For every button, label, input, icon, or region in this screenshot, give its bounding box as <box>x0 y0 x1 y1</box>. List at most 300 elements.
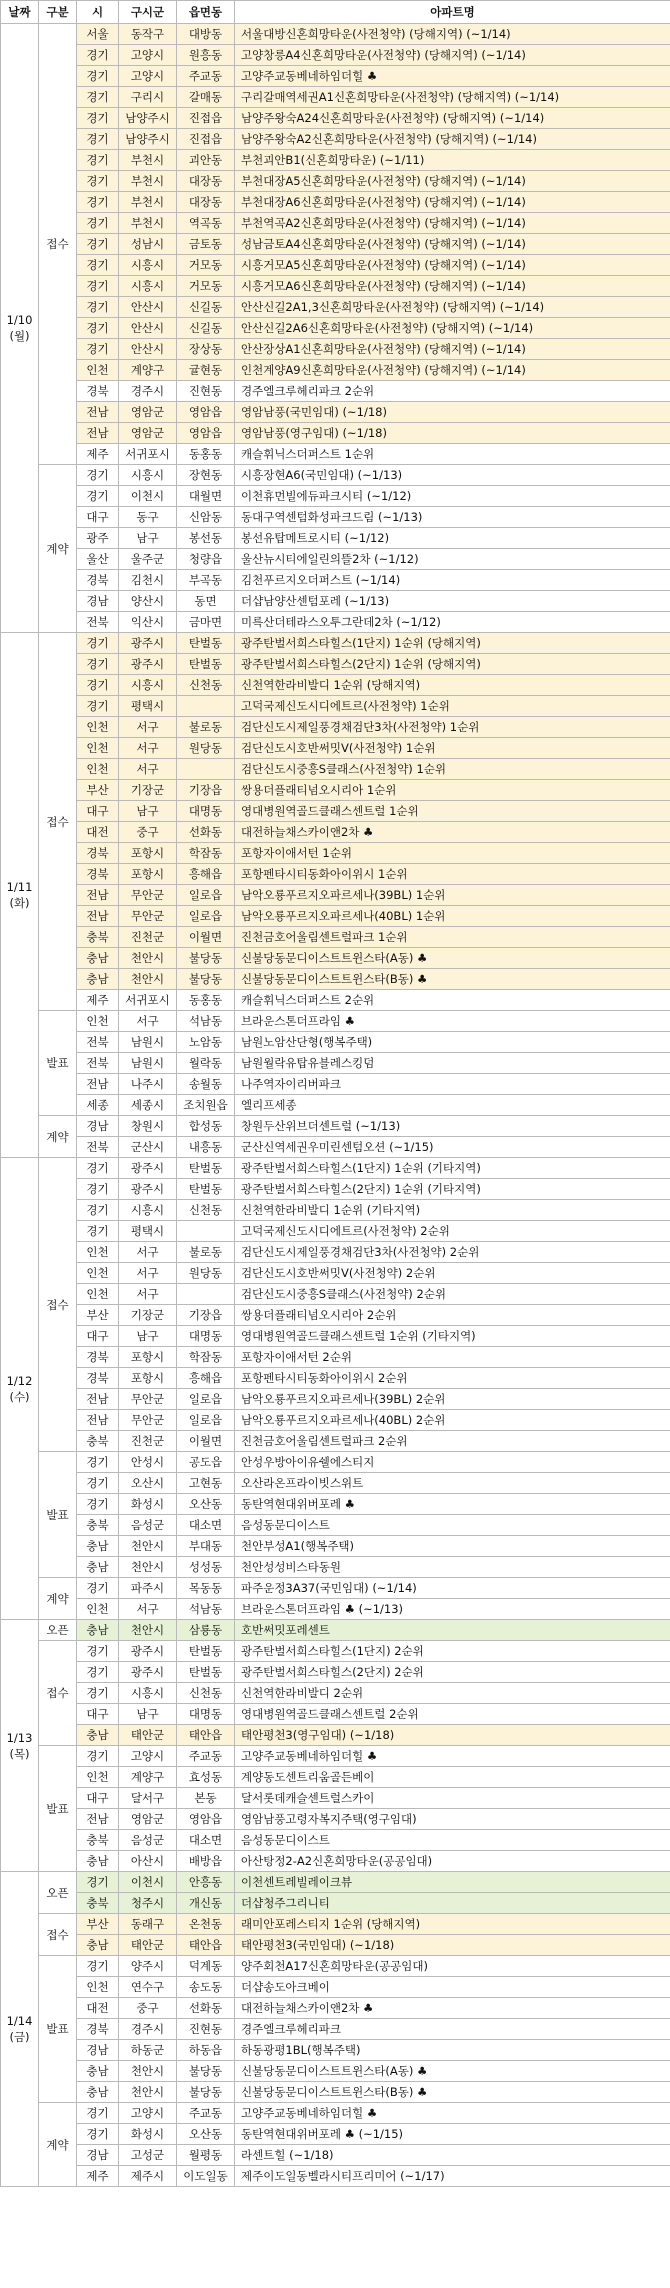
table-row <box>1 1179 670 1200</box>
si-cell: 울산 <box>77 549 119 570</box>
dong-cell: 부대동 <box>177 1536 235 1557</box>
apartment-cell: 경주엘크루헤리파크 <box>235 2019 670 2040</box>
type-cell: 계약 <box>39 1116 77 1158</box>
si-cell: 경기 <box>77 654 119 675</box>
table-row <box>1 675 670 696</box>
gu-cell: 포항시 <box>119 1368 177 1389</box>
gu-cell: 남구 <box>119 1704 177 1725</box>
table-row <box>1 1410 670 1431</box>
si-cell: 전남 <box>77 423 119 444</box>
apartment-cell: 고양주교동베네하임더힐 ♣ <box>235 2103 670 2124</box>
dong-cell: 탄벌동 <box>177 1662 235 1683</box>
apartment-cell: 안산신길2A1,3신혼희망타운(사전청약) (당해지역) (~1/14) <box>235 297 670 318</box>
dong-cell: 신암동 <box>177 507 235 528</box>
dong-cell: 송도동 <box>177 1977 235 1998</box>
dong-cell: 대소면 <box>177 1515 235 1536</box>
apartment-cell: 검단신도시제일풍경채검단3차(사전청약) 1순위 <box>235 717 670 738</box>
dong-cell: 대장동 <box>177 171 235 192</box>
si-cell: 대구 <box>77 801 119 822</box>
si-cell: 경기 <box>77 339 119 360</box>
table-row <box>1 654 670 675</box>
si-cell: 인천 <box>77 1011 119 1032</box>
apartment-cell: 부천대장A6신혼희망타운(사전청약) (당해지역) (~1/14) <box>235 192 670 213</box>
si-cell: 충남 <box>77 1725 119 1746</box>
apartment-cell: 음성동문디이스트 <box>235 1830 670 1851</box>
gu-cell: 음성군 <box>119 1830 177 1851</box>
gu-cell: 서구 <box>119 738 177 759</box>
table-row <box>1 1242 670 1263</box>
gu-cell: 계양구 <box>119 1767 177 1788</box>
dong-cell <box>177 759 235 780</box>
type-cell: 접수 <box>39 1641 77 1746</box>
table-row <box>1 2145 670 2166</box>
apartment-cell: 영대병원역골드클래스센트럴 1순위 (기타지역) <box>235 1326 670 1347</box>
apartment-cell: 캐슬휘닉스더퍼스트 1순위 <box>235 444 670 465</box>
si-cell: 대구 <box>77 1788 119 1809</box>
table-row <box>1 66 670 87</box>
si-cell: 경기 <box>77 1179 119 1200</box>
dong-cell: 진현동 <box>177 2019 235 2040</box>
gu-cell: 영암군 <box>119 1809 177 1830</box>
dong-cell: 불당동 <box>177 2061 235 2082</box>
si-cell: 경기 <box>77 2103 119 2124</box>
gu-cell: 서구 <box>119 1011 177 1032</box>
apartment-cell: 이천휴먼빌에듀파크시티 (~1/12) <box>235 486 670 507</box>
table-row <box>1 318 670 339</box>
apartment-cell: 태안평천3(영구임대) (~1/18) <box>235 1725 670 1746</box>
dong-cell: 대명동 <box>177 801 235 822</box>
table-row <box>1 801 670 822</box>
table-row <box>1 1053 670 1074</box>
header-si: 시 <box>77 1 119 24</box>
si-cell: 충북 <box>77 1515 119 1536</box>
apartment-cell: 부천역곡A2신혼희망타운(사전청약) (당해지역) (~1/14) <box>235 213 670 234</box>
dong-cell: 배방읍 <box>177 1851 235 1872</box>
si-cell: 경북 <box>77 2019 119 2040</box>
table-row <box>1 1557 670 1578</box>
table-row <box>1 255 670 276</box>
apartment-cell: 남악오룡푸르지오파르세나(40BL) 1순위 <box>235 906 670 927</box>
gu-cell: 동구 <box>119 507 177 528</box>
dong-cell: 역곡동 <box>177 213 235 234</box>
apartment-cell: 브라운스톤더프라임 ♣ <box>235 1011 670 1032</box>
si-cell: 경기 <box>77 108 119 129</box>
dong-cell: 대명동 <box>177 1326 235 1347</box>
gu-cell: 영암군 <box>119 423 177 444</box>
dong-cell: 진현동 <box>177 381 235 402</box>
table-row <box>1 108 670 129</box>
gu-cell: 경주시 <box>119 2019 177 2040</box>
gu-cell: 무안군 <box>119 1389 177 1410</box>
table-row <box>1 549 670 570</box>
gu-cell: 영암군 <box>119 402 177 423</box>
table-row <box>1 1683 670 1704</box>
apartment-cell: 창원두산위브더센트럴 (~1/13) <box>235 1116 670 1137</box>
si-cell: 경기 <box>77 1683 119 1704</box>
gu-cell: 고양시 <box>119 2103 177 2124</box>
dong-cell: 갈매동 <box>177 87 235 108</box>
gu-cell: 아산시 <box>119 1851 177 1872</box>
date-cell: 1/12 (수) <box>1 1158 39 1620</box>
apartment-cell: 봉선유탑메트로시티 (~1/12) <box>235 528 670 549</box>
si-cell: 충남 <box>77 948 119 969</box>
header-dong: 읍면동 <box>177 1 235 24</box>
gu-cell: 평택시 <box>119 696 177 717</box>
gu-cell: 천안시 <box>119 948 177 969</box>
type-cell: 계약 <box>39 2103 77 2187</box>
type-cell: 발표 <box>39 1011 77 1116</box>
date-cell: 1/14 (금) <box>1 1872 39 2187</box>
dong-cell: 일로읍 <box>177 906 235 927</box>
gu-cell: 이천시 <box>119 486 177 507</box>
si-cell: 충북 <box>77 1830 119 1851</box>
apartment-cell: 서울대방신혼희망타운(사전청약) (당해지역) (~1/14) <box>235 24 670 45</box>
dong-cell: 신길동 <box>177 318 235 339</box>
si-cell: 경북 <box>77 1347 119 1368</box>
gu-cell: 진천군 <box>119 927 177 948</box>
table-row <box>1 24 670 45</box>
gu-cell: 서구 <box>119 717 177 738</box>
dong-cell: 귤현동 <box>177 360 235 381</box>
gu-cell: 천안시 <box>119 2082 177 2103</box>
si-cell: 경남 <box>77 2040 119 2061</box>
si-cell: 대구 <box>77 1326 119 1347</box>
si-cell: 경기 <box>77 150 119 171</box>
apartment-cell: 남양주왕숙A2신혼희망타운(사전청약) (당해지역) (~1/14) <box>235 129 670 150</box>
gu-cell: 서구 <box>119 1284 177 1305</box>
table-row <box>1 339 670 360</box>
table-row <box>1 1893 670 1914</box>
gu-cell: 남원시 <box>119 1053 177 1074</box>
gu-cell: 서구 <box>119 1242 177 1263</box>
si-cell: 인천 <box>77 717 119 738</box>
si-cell: 전남 <box>77 1074 119 1095</box>
gu-cell: 중구 <box>119 822 177 843</box>
table-row <box>1 1809 670 1830</box>
si-cell: 경북 <box>77 843 119 864</box>
dong-cell: 성성동 <box>177 1557 235 1578</box>
table-row <box>1 738 670 759</box>
gu-cell: 안산시 <box>119 339 177 360</box>
dong-cell: 진접읍 <box>177 108 235 129</box>
type-cell: 접수 <box>39 633 77 1011</box>
dong-cell: 월락동 <box>177 1053 235 1074</box>
table-row <box>1 213 670 234</box>
dong-cell: 탄벌동 <box>177 633 235 654</box>
table-row <box>1 1998 670 2019</box>
table-row <box>1 1263 670 1284</box>
dong-cell: 오산동 <box>177 2124 235 2145</box>
dong-cell: 기장읍 <box>177 780 235 801</box>
table-row <box>1 360 670 381</box>
apartment-cell: 이천센트레빌레이크뷰 <box>235 1872 670 1893</box>
si-cell: 대전 <box>77 822 119 843</box>
dong-cell: 노암동 <box>177 1032 235 1053</box>
apartment-cell: 천안부성A1(행복주택) <box>235 1536 670 1557</box>
apartment-cell: 영암남풍(국민임대) (~1/18) <box>235 402 670 423</box>
si-cell: 충북 <box>77 927 119 948</box>
si-cell: 경기 <box>77 1158 119 1179</box>
si-cell: 충북 <box>77 1893 119 1914</box>
si-cell: 경기 <box>77 1473 119 1494</box>
si-cell: 경기 <box>77 1221 119 1242</box>
table-row <box>1 1872 670 1893</box>
table-row <box>1 1452 670 1473</box>
apartment-cell: 신불당동문디이스트트윈스타(A동) ♣ <box>235 948 670 969</box>
gu-cell: 무안군 <box>119 885 177 906</box>
dong-cell: 조치원읍 <box>177 1095 235 1116</box>
dong-cell: 탄벌동 <box>177 1158 235 1179</box>
gu-cell: 계양구 <box>119 360 177 381</box>
gu-cell: 양산시 <box>119 591 177 612</box>
si-cell: 경기 <box>77 1200 119 1221</box>
gu-cell: 광주시 <box>119 1158 177 1179</box>
apartment-cell: 남악오룡푸르지오파르세나(39BL) 2순위 <box>235 1389 670 1410</box>
gu-cell: 시흥시 <box>119 465 177 486</box>
dong-cell <box>177 1284 235 1305</box>
si-cell: 전북 <box>77 1053 119 1074</box>
dong-cell: 금마면 <box>177 612 235 633</box>
dong-cell: 안흥동 <box>177 1872 235 1893</box>
apartment-cell: 쌍용더플래티넘오시리아 1순위 <box>235 780 670 801</box>
apartment-cell: 오산라온프라이빗스위트 <box>235 1473 670 1494</box>
dong-cell: 탄벌동 <box>177 1641 235 1662</box>
si-cell: 인천 <box>77 1284 119 1305</box>
apartment-cell: 캐슬휘닉스더퍼스트 2순위 <box>235 990 670 1011</box>
header-gu: 구시군 <box>119 1 177 24</box>
si-cell: 전남 <box>77 1809 119 1830</box>
apartment-cell: 대전하늘채스카이앤2차 ♣ <box>235 1998 670 2019</box>
table-row <box>1 612 670 633</box>
date-cell: 1/13 (목) <box>1 1620 39 1872</box>
si-cell: 부산 <box>77 1305 119 1326</box>
table-row <box>1 1935 670 1956</box>
apartment-cell: 고덕국제신도시디에트르(사전청약) 1순위 <box>235 696 670 717</box>
si-cell: 경남 <box>77 2145 119 2166</box>
table-row <box>1 1746 670 1767</box>
table-row <box>1 1578 670 1599</box>
apartment-cell: 김천푸르지오더퍼스트 (~1/14) <box>235 570 670 591</box>
table-row <box>1 2040 670 2061</box>
date-cell: 1/11 (화) <box>1 633 39 1158</box>
apartment-cell: 파주운정3A37(국민임대) (~1/14) <box>235 1578 670 1599</box>
dong-cell: 선화동 <box>177 822 235 843</box>
si-cell: 충남 <box>77 2082 119 2103</box>
gu-cell: 포항시 <box>119 843 177 864</box>
apartment-cell: 신불당동문디이스트트윈스타(A동) ♣ <box>235 2061 670 2082</box>
gu-cell: 청주시 <box>119 1893 177 1914</box>
table-row <box>1 1389 670 1410</box>
gu-cell: 연수구 <box>119 1977 177 1998</box>
table-row <box>1 381 670 402</box>
si-cell: 경기 <box>77 45 119 66</box>
apartment-cell: 안산장상A1신혼희망타운(사전청약) (당해지역) (~1/14) <box>235 339 670 360</box>
si-cell: 경기 <box>77 486 119 507</box>
type-cell: 오픈 <box>39 1872 77 1914</box>
apartment-cell: 신천역한라비발디 1순위 (당해지역) <box>235 675 670 696</box>
gu-cell: 서구 <box>119 1599 177 1620</box>
si-cell: 충남 <box>77 1536 119 1557</box>
apartment-cell: 포항펜타시티동화아이위시 2순위 <box>235 1368 670 1389</box>
table-row <box>1 402 670 423</box>
si-cell: 제주 <box>77 444 119 465</box>
dong-cell: 불로동 <box>177 717 235 738</box>
table-row <box>1 276 670 297</box>
si-cell: 인천 <box>77 1242 119 1263</box>
si-cell: 경기 <box>77 87 119 108</box>
gu-cell: 서귀포시 <box>119 444 177 465</box>
table-row <box>1 486 670 507</box>
apartment-cell: 인천계양A9신혼희망타운(사전청약) (당해지역) (~1/14) <box>235 360 670 381</box>
gu-cell: 창원시 <box>119 1116 177 1137</box>
gu-cell: 달서구 <box>119 1788 177 1809</box>
apartment-cell: 신불당동문디이스트트윈스타(B동) ♣ <box>235 2082 670 2103</box>
si-cell: 경기 <box>77 234 119 255</box>
dong-cell: 장현동 <box>177 465 235 486</box>
gu-cell: 오산시 <box>119 1473 177 1494</box>
dong-cell: 덕계동 <box>177 1956 235 1977</box>
apartment-cell: 래미안포레스티지 1순위 (당해지역) <box>235 1914 670 1935</box>
apartment-cell: 제주이도일동벨라시티프리미어 (~1/17) <box>235 2166 670 2187</box>
gu-cell: 안산시 <box>119 318 177 339</box>
si-cell: 부산 <box>77 780 119 801</box>
apartment-cell: 경주엘크루헤리파크 2순위 <box>235 381 670 402</box>
gu-cell: 남구 <box>119 1326 177 1347</box>
apartment-cell: 포항자이애서턴 1순위 <box>235 843 670 864</box>
gu-cell: 동작구 <box>119 24 177 45</box>
gu-cell: 양주시 <box>119 1956 177 1977</box>
apartment-cell: 엘리프세종 <box>235 1095 670 1116</box>
dong-cell: 선화동 <box>177 1998 235 2019</box>
apartment-cell: 검단신도시중흥S클래스(사전청약) 1순위 <box>235 759 670 780</box>
dong-cell: 본동 <box>177 1788 235 1809</box>
dong-cell: 불당동 <box>177 969 235 990</box>
apartment-cell: 남원월락유탑유블레스킹덤 <box>235 1053 670 1074</box>
gu-cell: 고성군 <box>119 2145 177 2166</box>
dong-cell: 동홍동 <box>177 444 235 465</box>
apartment-cell: 아산탕정2-A2신혼희망타운(공공임대) <box>235 1851 670 1872</box>
dong-cell: 동홍동 <box>177 990 235 1011</box>
header-apt: 아파트명 <box>235 1 670 24</box>
dong-cell: 탄벌동 <box>177 654 235 675</box>
dong-cell: 고현동 <box>177 1473 235 1494</box>
gu-cell: 안산시 <box>119 297 177 318</box>
gu-cell: 고양시 <box>119 1746 177 1767</box>
gu-cell: 파주시 <box>119 1578 177 1599</box>
si-cell: 경기 <box>77 2124 119 2145</box>
dong-cell: 원당동 <box>177 738 235 759</box>
table-row <box>1 696 670 717</box>
dong-cell: 탄벌동 <box>177 1179 235 1200</box>
date-cell: 1/10 (월) <box>1 24 39 633</box>
apartment-cell: 안산신길2A6신혼희망타운(사전청약) (당해지역) (~1/14) <box>235 318 670 339</box>
apartment-cell: 구리갈매역세권A1신혼희망타운(사전청약) (당해지역) (~1/14) <box>235 87 670 108</box>
apartment-cell: 성남금토A4신혼희망타운(사전청약) (당해지역) (~1/14) <box>235 234 670 255</box>
gu-cell: 안성시 <box>119 1452 177 1473</box>
si-cell: 경북 <box>77 381 119 402</box>
si-cell: 충남 <box>77 1935 119 1956</box>
dong-cell: 불로동 <box>177 1242 235 1263</box>
si-cell: 인천 <box>77 759 119 780</box>
gu-cell: 천안시 <box>119 2061 177 2082</box>
dong-cell: 일로읍 <box>177 885 235 906</box>
dong-cell <box>177 1221 235 1242</box>
table-row <box>1 1032 670 1053</box>
table-row <box>1 633 670 654</box>
table-row <box>1 192 670 213</box>
dong-cell: 대방동 <box>177 24 235 45</box>
table-row <box>1 171 670 192</box>
si-cell: 경기 <box>77 675 119 696</box>
gu-cell: 광주시 <box>119 1179 177 1200</box>
header-row <box>1 1 670 24</box>
apartment-cell: 하동광평1BL(행복주택) <box>235 2040 670 2061</box>
type-cell: 발표 <box>39 1746 77 1872</box>
si-cell: 인천 <box>77 1767 119 1788</box>
gu-cell: 중구 <box>119 1998 177 2019</box>
si-cell: 제주 <box>77 990 119 1011</box>
gu-cell: 세종시 <box>119 1095 177 1116</box>
gu-cell: 서귀포시 <box>119 990 177 1011</box>
table-row <box>1 1095 670 1116</box>
si-cell: 경기 <box>77 192 119 213</box>
apartment-cell: 미륵산더테라스오투그란데2차 (~1/12) <box>235 612 670 633</box>
gu-cell: 천안시 <box>119 1536 177 1557</box>
table-row <box>1 2166 670 2187</box>
gu-cell: 무안군 <box>119 906 177 927</box>
table-row <box>1 45 670 66</box>
type-cell: 오픈 <box>39 1620 77 1641</box>
table-row <box>1 423 670 444</box>
gu-cell: 화성시 <box>119 1494 177 1515</box>
dong-cell: 송월동 <box>177 1074 235 1095</box>
si-cell: 전남 <box>77 402 119 423</box>
dong-cell: 기장읍 <box>177 1305 235 1326</box>
table-row <box>1 1347 670 1368</box>
table-row <box>1 1788 670 1809</box>
dong-cell: 오산동 <box>177 1494 235 1515</box>
dong-cell: 영암읍 <box>177 1809 235 1830</box>
si-cell: 경기 <box>77 1872 119 1893</box>
table-row <box>1 1536 670 1557</box>
dong-cell: 석남동 <box>177 1011 235 1032</box>
dong-cell: 학잠동 <box>177 1347 235 1368</box>
gu-cell: 고양시 <box>119 66 177 87</box>
gu-cell: 경주시 <box>119 381 177 402</box>
gu-cell: 서구 <box>119 1263 177 1284</box>
gu-cell: 구리시 <box>119 87 177 108</box>
apartment-cell: 진천금호어울림센트럴파크 2순위 <box>235 1431 670 1452</box>
table-row <box>1 1494 670 1515</box>
si-cell: 광주 <box>77 528 119 549</box>
apartment-cell: 남원노암산단형(행복주택) <box>235 1032 670 1053</box>
table-row <box>1 1326 670 1347</box>
si-cell: 전남 <box>77 906 119 927</box>
dong-cell: 불당동 <box>177 2082 235 2103</box>
table-row <box>1 864 670 885</box>
gu-cell: 시흥시 <box>119 276 177 297</box>
si-cell: 충남 <box>77 2061 119 2082</box>
dong-cell: 하동읍 <box>177 2040 235 2061</box>
gu-cell: 시흥시 <box>119 675 177 696</box>
si-cell: 경기 <box>77 1578 119 1599</box>
si-cell: 인천 <box>77 1263 119 1284</box>
table-row <box>1 885 670 906</box>
gu-cell: 남구 <box>119 801 177 822</box>
dong-cell: 공도읍 <box>177 1452 235 1473</box>
table-row <box>1 1200 670 1221</box>
apartment-cell: 양주회천A17신혼희망타운(공공임대) <box>235 1956 670 1977</box>
